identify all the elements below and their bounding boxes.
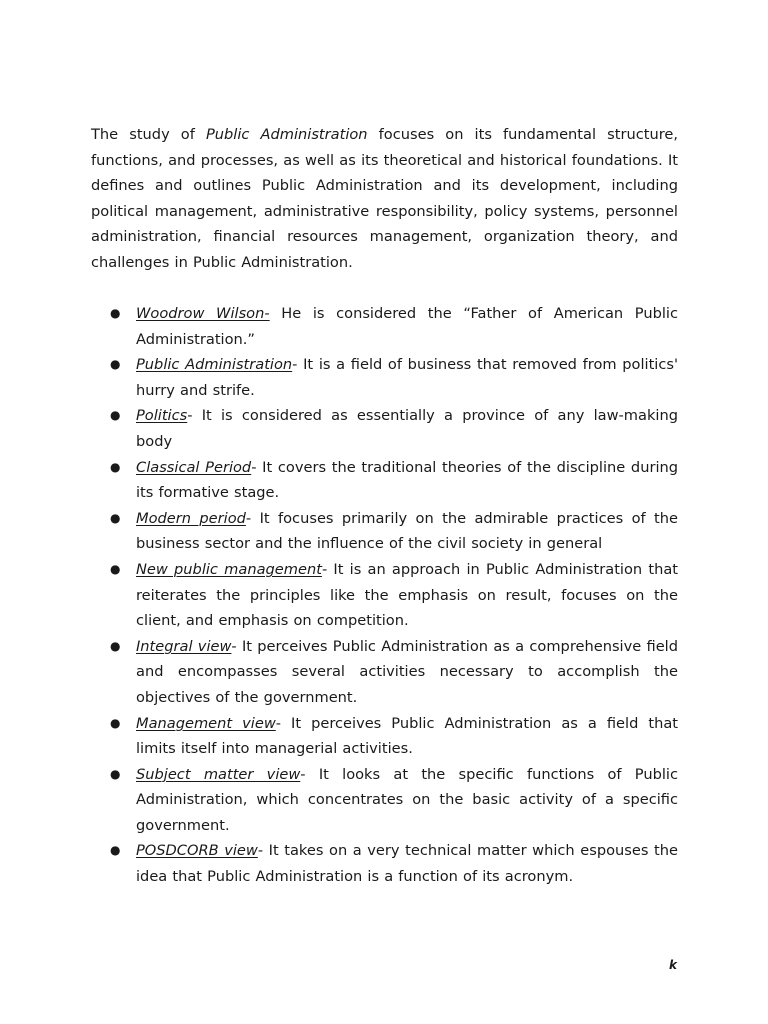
term-label: Politics <box>136 407 188 425</box>
bullet-icon: ● <box>110 306 121 320</box>
term-definition: - It perceives Public Administration as a field that limits itself into managerial activities. <box>136 714 678 758</box>
bullet-icon: ● <box>110 766 121 781</box>
bullet-icon: ● <box>110 408 121 423</box>
list-item <box>91 403 678 454</box>
bullet-icon: ● <box>110 638 121 653</box>
term-definition: - It looks at the specific functions of Public Administration, which concentrates on the basic activity of a specific government. <box>136 765 678 834</box>
list-item <box>91 762 678 839</box>
bullet-icon: ● <box>110 459 121 474</box>
intro-before: The study of <box>91 126 206 143</box>
intro-emphasis: Public Administration <box>205 126 368 143</box>
intro-paragraph <box>91 122 678 276</box>
bullet-icon: ● <box>110 843 121 858</box>
bullet-icon: ● <box>110 510 121 525</box>
term-label: Public Administration <box>136 356 293 374</box>
term-definition: - It covers the traditional theories of the discipline during its formative stage. <box>136 458 679 502</box>
term-label: Subject matter view <box>136 765 301 783</box>
term-definition: He is considered the “Father of American Public Administration.” <box>136 305 678 348</box>
list-item <box>91 506 678 557</box>
list-item <box>91 634 678 711</box>
term-definition: - It is considered as essentially a province of any law-making body <box>136 407 678 450</box>
list-item <box>91 455 678 506</box>
term-definition: - It perceives Public Administration as a comprehensive field and encompasses several activities necessary to accomplish the objectives of the government. <box>136 637 678 706</box>
list-item <box>91 352 678 403</box>
list-item <box>91 301 678 352</box>
term-definition: - It is an approach in Public Administration that reiterates the principles like the emphasis on result, focuses on the client, and emphasis on competition. <box>136 560 679 630</box>
bullet-icon: ● <box>110 715 121 730</box>
term-label: Management view <box>136 714 276 732</box>
bullet-icon: ● <box>110 561 121 576</box>
terms-list <box>91 301 678 890</box>
term-label: New public management <box>136 560 322 578</box>
list-item <box>91 838 678 889</box>
term-definition: - It focuses primarily on the admirable practices of the business sector and the influence of the civil society in general <box>136 509 679 553</box>
term-label: Woodrow Wilson- <box>136 305 270 322</box>
list-item <box>91 557 678 634</box>
intro-after: focuses on its fundamental structure, functions, and processes, as well as its theoretical and historical foundations. It defines and outlines Public Administration and its development, including political management, administrative responsibility, policy systems, personnel administration, financial resources management, organization theory, and challenges in Public Administration. <box>91 126 678 271</box>
term-label: Modern period <box>136 509 246 527</box>
term-definition: - It takes on a very technical matter which espouses the idea that Public Administration is a function of its acronym. <box>136 842 678 886</box>
bullet-icon: ● <box>110 357 121 372</box>
page-mark: k <box>669 958 677 972</box>
term-label: Classical Period <box>136 458 252 476</box>
term-label: Integral view <box>136 637 232 655</box>
list-item <box>91 711 678 762</box>
term-definition: - It is a field of business that removed from politics' hurry and strife. <box>136 356 678 399</box>
term-label: POSDCORB view <box>136 842 258 860</box>
